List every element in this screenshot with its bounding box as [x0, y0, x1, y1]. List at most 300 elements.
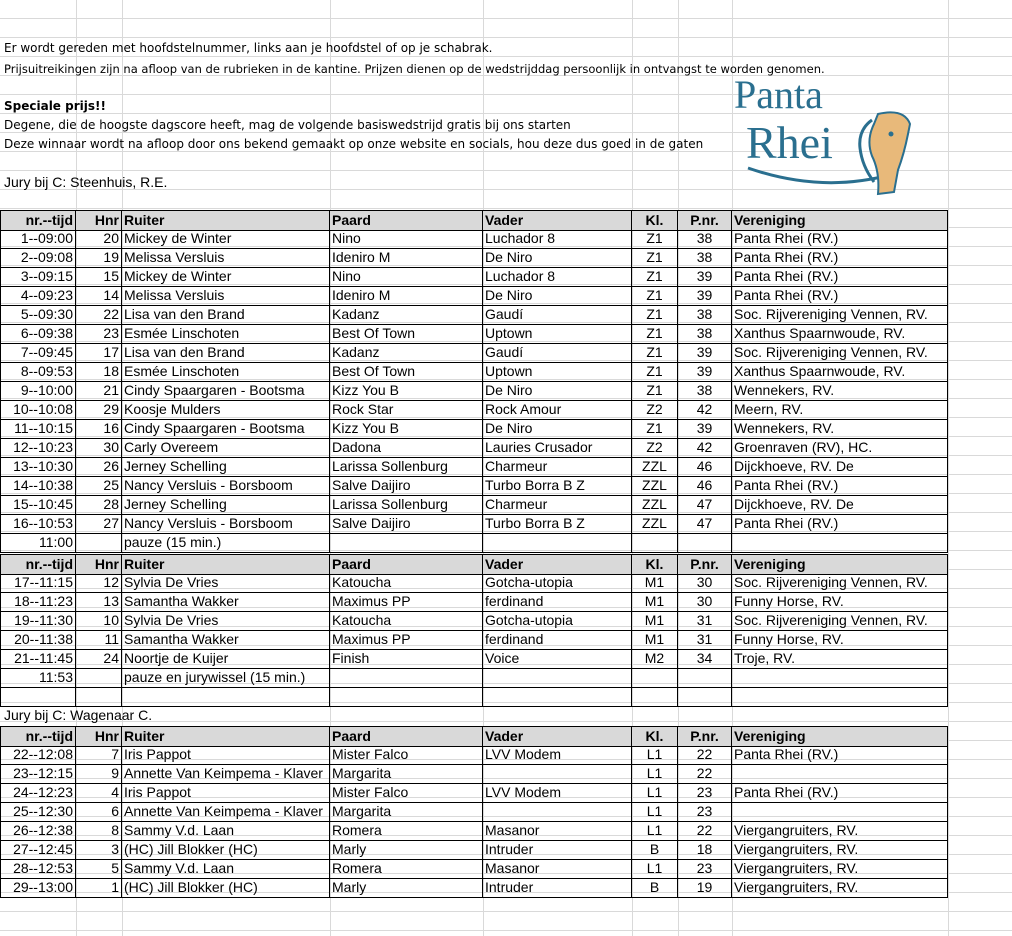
- cell-vader: Gaudí: [483, 305, 632, 324]
- cell-pnr: 23: [678, 802, 732, 821]
- cell-kl: ZZL: [632, 476, 678, 495]
- cell-paard: Salve Daijiro: [330, 514, 483, 533]
- cell-ruiter: Mickey de Winter: [122, 229, 330, 248]
- cell-ruiter: Esmée Linschoten: [122, 324, 330, 343]
- cell-hnr: 15: [76, 267, 122, 286]
- cell-pnr: 39: [678, 286, 732, 305]
- cell-pnr: 42: [678, 438, 732, 457]
- cell-ruiter: Sammy V.d. Laan: [122, 821, 330, 840]
- cell-kl: [632, 687, 678, 706]
- cell-ver: Funny Horse, RV.: [732, 592, 948, 611]
- cell-hnr: 4: [76, 783, 122, 802]
- cell-ruiter: Samantha Wakker: [122, 592, 330, 611]
- cell-nr: 20--11:38: [0, 630, 76, 649]
- header-paard: Paard: [330, 555, 483, 574]
- cell-paard: Mister Falco: [330, 745, 483, 764]
- cell-paard: Nino: [330, 267, 483, 286]
- cell-hnr: 16: [76, 419, 122, 438]
- table-row: [0, 611, 948, 631]
- cell-ruiter: Cindy Spaargaren - Bootsma: [122, 381, 330, 400]
- cell-vader: Charmeur: [483, 495, 632, 514]
- cell-hnr: 24: [76, 649, 122, 668]
- cell-kl: Z1: [632, 267, 678, 286]
- cell-nr: 6--09:38: [0, 324, 76, 343]
- cell-kl: Z1: [632, 362, 678, 381]
- cell-kl: Z2: [632, 438, 678, 457]
- cell-ruiter: Koosje Mulders: [122, 400, 330, 419]
- table-row: [0, 687, 948, 707]
- cell-hnr: 13: [76, 592, 122, 611]
- cell-paard: Larissa Sollenburg: [330, 457, 483, 476]
- cell-hnr: [76, 533, 122, 552]
- table-row: [0, 533, 948, 553]
- cell-kl: Z1: [632, 248, 678, 267]
- cell-paard: Salve Daijiro: [330, 476, 483, 495]
- cell-ruiter: Nancy Versluis - Borsboom: [122, 514, 330, 533]
- cell-nr: 1--09:00: [0, 229, 76, 248]
- cell-paard: Margarita: [330, 802, 483, 821]
- cell-ver: Xanthus Spaarnwoude, RV.: [732, 362, 948, 381]
- cell-paard: Finish: [330, 649, 483, 668]
- cell-ruiter: Lisa van den Brand: [122, 305, 330, 324]
- cell-nr: 18--11:23: [0, 592, 76, 611]
- table-row: [0, 495, 948, 515]
- cell-pnr: 42: [678, 400, 732, 419]
- cell-ver: Xanthus Spaarnwoude, RV.: [732, 324, 948, 343]
- table-row: [0, 802, 948, 822]
- cell-nr: 19--11:30: [0, 611, 76, 630]
- table-row: [0, 400, 948, 420]
- cell-ver: Dijckhoeve, RV. De: [732, 495, 948, 514]
- cell-nr: 24--12:23: [0, 783, 76, 802]
- cell-paard: Maximus PP: [330, 592, 483, 611]
- table-row: [0, 248, 948, 268]
- special-prize-title: Speciale prijs!!: [4, 99, 106, 113]
- cell-kl: Z1: [632, 286, 678, 305]
- cell-nr: 2--09:08: [0, 248, 76, 267]
- cell-hnr: 23: [76, 324, 122, 343]
- cell-nr: 17--11:15: [0, 573, 76, 592]
- cell-ver: [732, 533, 948, 552]
- cell-vader: ferdinand: [483, 592, 632, 611]
- cell-kl: M2: [632, 649, 678, 668]
- cell-pnr: 22: [678, 764, 732, 783]
- cell-vader: [483, 764, 632, 783]
- cell-ruiter: Lisa van den Brand: [122, 343, 330, 362]
- cell-ruiter: Sammy V.d. Laan: [122, 859, 330, 878]
- cell-pnr: 39: [678, 419, 732, 438]
- cell-pnr: [678, 668, 732, 687]
- cell-hnr: 8: [76, 821, 122, 840]
- cell-nr: 25--12:30: [0, 802, 76, 821]
- cell-ver: Soc. Rijvereniging Vennen, RV.: [732, 305, 948, 324]
- header-ruiter: Ruiter: [122, 211, 330, 230]
- table-row: [0, 859, 948, 879]
- cell-pnr: 34: [678, 649, 732, 668]
- svg-text:Rhei: Rhei: [746, 117, 833, 168]
- cell-kl: Z1: [632, 305, 678, 324]
- cell-nr: 11:53: [0, 668, 76, 687]
- header-vader: Vader: [483, 727, 632, 746]
- header-paard: Paard: [330, 727, 483, 746]
- cell-ver: Wennekers, RV.: [732, 381, 948, 400]
- cell-pnr: 30: [678, 573, 732, 592]
- cell-kl: L1: [632, 745, 678, 764]
- cell-ruiter: Esmée Linschoten: [122, 362, 330, 381]
- header-kl: Kl.: [632, 727, 678, 746]
- cell-paard: Larissa Sollenburg: [330, 495, 483, 514]
- note-line-4: Deze winnaar wordt na afloop door ons bekend gemaakt op onze website en socials, hou deze dus goed in de gaten: [4, 137, 704, 151]
- cell-pnr: 23: [678, 859, 732, 878]
- table-row: [0, 649, 948, 669]
- cell-pnr: 18: [678, 840, 732, 859]
- cell-nr: 11:00: [0, 533, 76, 552]
- cell-hnr: 22: [76, 305, 122, 324]
- cell-hnr: 28: [76, 495, 122, 514]
- cell-paard: Margarita: [330, 764, 483, 783]
- cell-pnr: 19: [678, 878, 732, 897]
- cell-hnr: 26: [76, 457, 122, 476]
- cell-vader: LVV Modem: [483, 783, 632, 802]
- cell-kl: B: [632, 840, 678, 859]
- cell-pnr: 46: [678, 476, 732, 495]
- cell-nr: 5--09:30: [0, 305, 76, 324]
- cell-ver: Funny Horse, RV.: [732, 630, 948, 649]
- cell-kl: L1: [632, 859, 678, 878]
- cell-ver: Viergangruiters, RV.: [732, 821, 948, 840]
- cell-ver: Troje, RV.: [732, 649, 948, 668]
- cell-pnr: 39: [678, 343, 732, 362]
- cell-ruiter: Jerney Schelling: [122, 495, 330, 514]
- cell-paard: [330, 687, 483, 706]
- table-row: [0, 438, 948, 458]
- table-row: [0, 630, 948, 650]
- cell-ruiter: Sylvia De Vries: [122, 573, 330, 592]
- header-ver: Vereniging: [732, 555, 948, 574]
- cell-ruiter: Carly Overeem: [122, 438, 330, 457]
- cell-paard: Rock Star: [330, 400, 483, 419]
- cell-ver: Panta Rhei (RV.): [732, 267, 948, 286]
- header-pnr: P.nr.: [678, 727, 732, 746]
- cell-vader: Turbo Borra B Z: [483, 476, 632, 495]
- cell-hnr: 30: [76, 438, 122, 457]
- cell-ver: Panta Rhei (RV.): [732, 286, 948, 305]
- jury-label-1: Jury bij C: Steenhuis, R.E.: [4, 174, 168, 190]
- cell-ver: Meern, RV.: [732, 400, 948, 419]
- cell-hnr: 18: [76, 362, 122, 381]
- cell-kl: L1: [632, 821, 678, 840]
- cell-paard: Romera: [330, 859, 483, 878]
- cell-vader: [483, 668, 632, 687]
- cell-kl: L1: [632, 802, 678, 821]
- cell-nr: [0, 687, 76, 706]
- cell-ver: Panta Rhei (RV.): [732, 514, 948, 533]
- cell-ver: Wennekers, RV.: [732, 419, 948, 438]
- table-row: [0, 573, 948, 593]
- cell-pnr: 38: [678, 305, 732, 324]
- table-row: [0, 783, 948, 803]
- cell-vader: [483, 687, 632, 706]
- cell-ver: Viergangruiters, RV.: [732, 840, 948, 859]
- cell-vader: Charmeur: [483, 457, 632, 476]
- cell-vader: Turbo Borra B Z: [483, 514, 632, 533]
- table-row: [0, 592, 948, 612]
- cell-paard: Best Of Town: [330, 324, 483, 343]
- cell-hnr: 17: [76, 343, 122, 362]
- cell-kl: Z2: [632, 400, 678, 419]
- cell-pnr: 22: [678, 821, 732, 840]
- table-row: [0, 840, 948, 860]
- cell-nr: 7--09:45: [0, 343, 76, 362]
- cell-nr: 11--10:15: [0, 419, 76, 438]
- table-row: [0, 362, 948, 382]
- cell-vader: Voice: [483, 649, 632, 668]
- cell-paard: [330, 533, 483, 552]
- cell-ver: Soc. Rijvereniging Vennen, RV.: [732, 343, 948, 362]
- header-nr: nr.--tijd: [0, 727, 76, 746]
- cell-paard: Mister Falco: [330, 783, 483, 802]
- cell-pnr: 38: [678, 229, 732, 248]
- cell-hnr: 20: [76, 229, 122, 248]
- table-row: [0, 476, 948, 496]
- cell-ruiter: Noortje de Kuijer: [122, 649, 330, 668]
- table-header-row: [0, 554, 948, 575]
- cell-vader: Intruder: [483, 878, 632, 897]
- cell-vader: De Niro: [483, 248, 632, 267]
- cell-paard: Marly: [330, 840, 483, 859]
- cell-hnr: [76, 668, 122, 687]
- cell-paard: Romera: [330, 821, 483, 840]
- table-header-row: [0, 210, 948, 231]
- cell-ruiter: Mickey de Winter: [122, 267, 330, 286]
- cell-ver: [732, 668, 948, 687]
- cell-paard: [330, 668, 483, 687]
- cell-nr: 14--10:38: [0, 476, 76, 495]
- table-row: [0, 745, 948, 765]
- cell-paard: Best Of Town: [330, 362, 483, 381]
- cell-vader: Uptown: [483, 324, 632, 343]
- cell-nr: 8--09:53: [0, 362, 76, 381]
- cell-ruiter: Iris Pappot: [122, 783, 330, 802]
- table-row: [0, 343, 948, 363]
- cell-ver: Viergangruiters, RV.: [732, 878, 948, 897]
- cell-nr: 9--10:00: [0, 381, 76, 400]
- cell-hnr: 7: [76, 745, 122, 764]
- cell-kl: M1: [632, 592, 678, 611]
- cell-paard: Dadona: [330, 438, 483, 457]
- cell-kl: B: [632, 878, 678, 897]
- header-vader: Vader: [483, 555, 632, 574]
- cell-kl: Z1: [632, 419, 678, 438]
- cell-vader: De Niro: [483, 286, 632, 305]
- cell-ver: [732, 764, 948, 783]
- header-ruiter: Ruiter: [122, 727, 330, 746]
- cell-ver: Panta Rhei (RV.): [732, 745, 948, 764]
- cell-vader: Gotcha-utopia: [483, 573, 632, 592]
- cell-ver: [732, 687, 948, 706]
- cell-ruiter: [122, 687, 330, 706]
- cell-nr: 26--12:38: [0, 821, 76, 840]
- cell-ver: Soc. Rijvereniging Vennen, RV.: [732, 573, 948, 592]
- cell-pnr: 31: [678, 611, 732, 630]
- header-hnr: Hnr: [76, 211, 122, 230]
- cell-vader: De Niro: [483, 381, 632, 400]
- table-row: [0, 381, 948, 401]
- cell-kl: ZZL: [632, 457, 678, 476]
- cell-ruiter: Annette Van Keimpema - Klaver: [122, 802, 330, 821]
- cell-pnr: 39: [678, 267, 732, 286]
- table-row: [0, 457, 948, 477]
- header-ruiter: Ruiter: [122, 555, 330, 574]
- cell-nr: 22--12:08: [0, 745, 76, 764]
- cell-hnr: 6: [76, 802, 122, 821]
- cell-pnr: 30: [678, 592, 732, 611]
- cell-hnr: 25: [76, 476, 122, 495]
- cell-nr: 10--10:08: [0, 400, 76, 419]
- jury-label-2: Jury bij C: Wagenaar C.: [4, 707, 153, 723]
- cell-kl: M1: [632, 611, 678, 630]
- cell-kl: Z1: [632, 229, 678, 248]
- cell-ruiter: Iris Pappot: [122, 745, 330, 764]
- cell-hnr: 9: [76, 764, 122, 783]
- cell-nr: 13--10:30: [0, 457, 76, 476]
- cell-kl: M1: [632, 630, 678, 649]
- cell-pnr: 47: [678, 495, 732, 514]
- cell-pnr: 31: [678, 630, 732, 649]
- cell-vader: Masanor: [483, 859, 632, 878]
- cell-pnr: 47: [678, 514, 732, 533]
- header-nr: nr.--tijd: [0, 555, 76, 574]
- cell-paard: Ideniro M: [330, 286, 483, 305]
- header-kl: Kl.: [632, 211, 678, 230]
- cell-nr: 23--12:15: [0, 764, 76, 783]
- table-row: [0, 286, 948, 306]
- cell-ruiter: Jerney Schelling: [122, 457, 330, 476]
- cell-ruiter: Melissa Versluis: [122, 248, 330, 267]
- note-line-3: Degene, die de hoogste dagscore heeft, mag de volgende basiswedstrijd gratis bij ons starten: [4, 118, 571, 132]
- table-row: [0, 419, 948, 439]
- cell-nr: 16--10:53: [0, 514, 76, 533]
- cell-kl: L1: [632, 764, 678, 783]
- cell-vader: Intruder: [483, 840, 632, 859]
- header-hnr: Hnr: [76, 555, 122, 574]
- cell-paard: Maximus PP: [330, 630, 483, 649]
- cell-vader: Luchador 8: [483, 267, 632, 286]
- cell-nr: 4--09:23: [0, 286, 76, 305]
- cell-vader: [483, 802, 632, 821]
- svg-text:Panta: Panta: [734, 72, 823, 117]
- cell-ruiter: Annette Van Keimpema - Klaver: [122, 764, 330, 783]
- cell-hnr: [76, 687, 122, 706]
- cell-nr: 29--13:00: [0, 878, 76, 897]
- cell-paard: Kadanz: [330, 305, 483, 324]
- cell-vader: Gaudí: [483, 343, 632, 362]
- cell-hnr: 11: [76, 630, 122, 649]
- cell-paard: Ideniro M: [330, 248, 483, 267]
- cell-paard: Katoucha: [330, 573, 483, 592]
- cell-ruiter: Nancy Versluis - Borsboom: [122, 476, 330, 495]
- cell-vader: ferdinand: [483, 630, 632, 649]
- cell-vader: Gotcha-utopia: [483, 611, 632, 630]
- note-line-2: Prijsuitreikingen zijn na afloop van de rubrieken in de kantine. Prijzen dienen op de wedstrijddag persoonlijk in ontvangst te worden genomen.: [4, 62, 825, 76]
- header-ver: Vereniging: [732, 211, 948, 230]
- cell-kl: Z1: [632, 343, 678, 362]
- cell-ver: Groenraven (RV), HC.: [732, 438, 948, 457]
- cell-ruiter: pauze en jurywissel (15 min.): [122, 668, 330, 687]
- cell-hnr: 21: [76, 381, 122, 400]
- cell-pnr: [678, 533, 732, 552]
- cell-paard: Kadanz: [330, 343, 483, 362]
- cell-ver: [732, 802, 948, 821]
- table-header-row: [0, 726, 948, 747]
- cell-vader: De Niro: [483, 419, 632, 438]
- header-hnr: Hnr: [76, 727, 122, 746]
- table-row: [0, 878, 948, 898]
- cell-hnr: 10: [76, 611, 122, 630]
- header-pnr: P.nr.: [678, 555, 732, 574]
- cell-ver: Panta Rhei (RV.): [732, 229, 948, 248]
- cell-vader: Masanor: [483, 821, 632, 840]
- cell-pnr: 46: [678, 457, 732, 476]
- cell-hnr: 1: [76, 878, 122, 897]
- cell-ruiter: (HC) Jill Blokker (HC): [122, 878, 330, 897]
- cell-ver: Panta Rhei (RV.): [732, 248, 948, 267]
- cell-ruiter: pauze (15 min.): [122, 533, 330, 552]
- cell-hnr: 3: [76, 840, 122, 859]
- table-row: [0, 668, 948, 688]
- cell-pnr: 38: [678, 248, 732, 267]
- cell-ruiter: Samantha Wakker: [122, 630, 330, 649]
- cell-vader: Luchador 8: [483, 229, 632, 248]
- header-pnr: P.nr.: [678, 211, 732, 230]
- cell-nr: 27--12:45: [0, 840, 76, 859]
- cell-pnr: 39: [678, 362, 732, 381]
- cell-ruiter: (HC) Jill Blokker (HC): [122, 840, 330, 859]
- cell-nr: 21--11:45: [0, 649, 76, 668]
- cell-vader: [483, 533, 632, 552]
- table-row: [0, 324, 948, 344]
- header-nr: nr.--tijd: [0, 211, 76, 230]
- header-kl: Kl.: [632, 555, 678, 574]
- cell-paard: Katoucha: [330, 611, 483, 630]
- cell-paard: Nino: [330, 229, 483, 248]
- header-ver: Vereniging: [732, 727, 948, 746]
- cell-ruiter: Melissa Versluis: [122, 286, 330, 305]
- table-row: [0, 764, 948, 784]
- cell-ruiter: Sylvia De Vries: [122, 611, 330, 630]
- table-row: [0, 305, 948, 325]
- cell-pnr: 23: [678, 783, 732, 802]
- cell-paard: Marly: [330, 878, 483, 897]
- table-row: [0, 821, 948, 841]
- cell-kl: L1: [632, 783, 678, 802]
- cell-paard: Kizz You B: [330, 419, 483, 438]
- cell-kl: M1: [632, 573, 678, 592]
- cell-vader: Uptown: [483, 362, 632, 381]
- table-row: [0, 229, 948, 249]
- cell-ruiter: Cindy Spaargaren - Bootsma: [122, 419, 330, 438]
- cell-kl: Z1: [632, 324, 678, 343]
- cell-ver: Viergangruiters, RV.: [732, 859, 948, 878]
- cell-ver: Panta Rhei (RV.): [732, 783, 948, 802]
- cell-nr: 12--10:23: [0, 438, 76, 457]
- cell-vader: LVV Modem: [483, 745, 632, 764]
- cell-ver: Dijckhoeve, RV. De: [732, 457, 948, 476]
- cell-hnr: 29: [76, 400, 122, 419]
- header-vader: Vader: [483, 211, 632, 230]
- cell-nr: 15--10:45: [0, 495, 76, 514]
- cell-hnr: 14: [76, 286, 122, 305]
